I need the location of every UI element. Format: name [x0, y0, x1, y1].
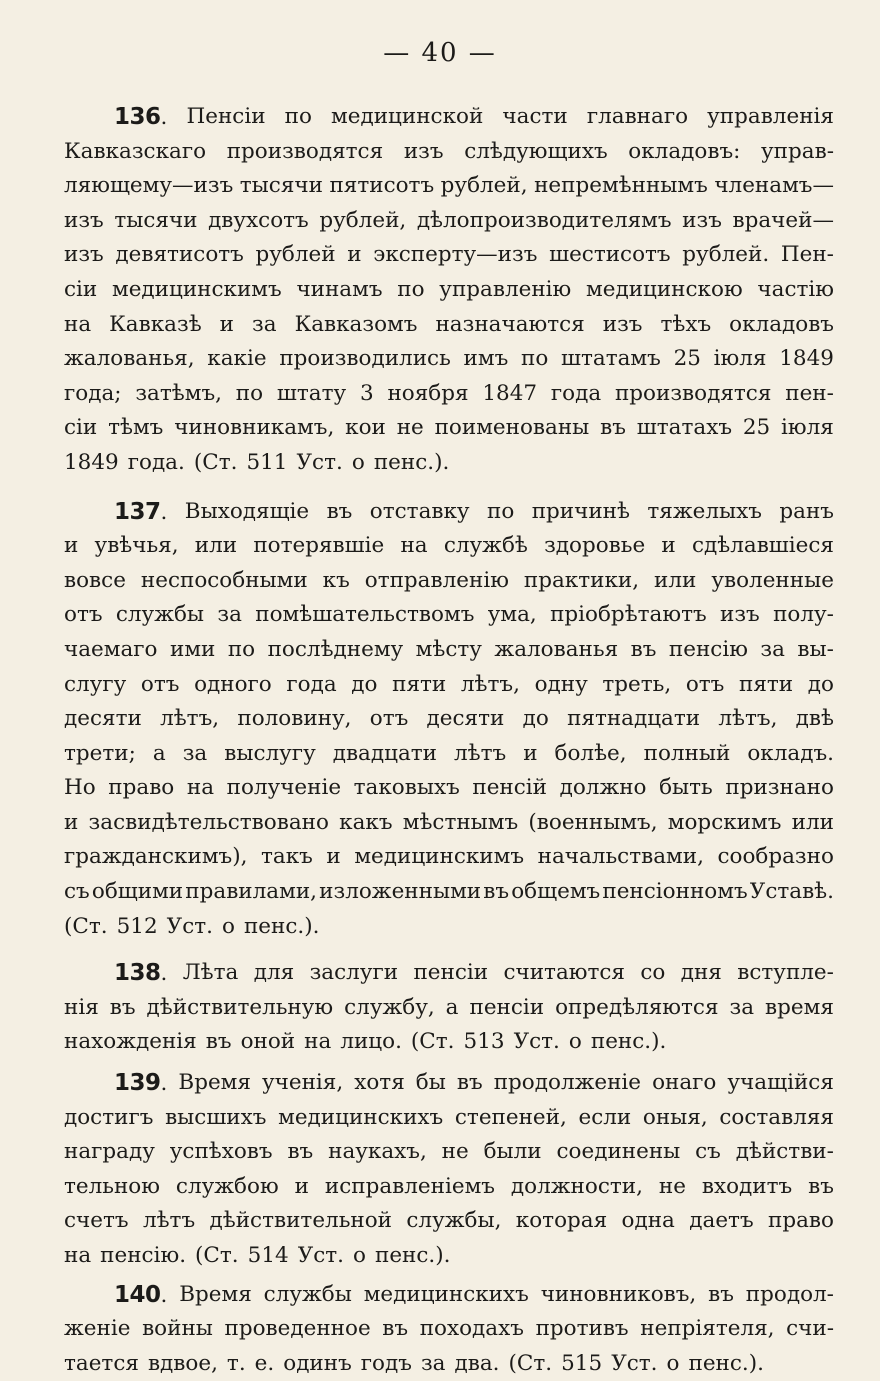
paragraph-number: 137	[114, 498, 161, 525]
text-line: сіи медицинскимъ чинамъ по управленію медицинскою частію	[64, 276, 834, 302]
text-line: Но право на полученіе таковыхъ пенсій должно быть признано	[64, 775, 834, 801]
page-body	[64, 100, 834, 1381]
text-line: тается вдвое, т. е. одинъ годъ за два. (Ст. 515 Уст. о пенс.).	[64, 1350, 764, 1376]
paragraph-first-line: 139. Время ученія, хотя бы въ продолженіе онаго учащійся	[64, 1066, 834, 1101]
text-line: и увѣчья, или потерявшіе на службѣ здоровье и сдѣлавшіеся	[64, 533, 834, 559]
paragraph-number-dot: .	[160, 499, 168, 525]
paragraph-number: 138	[114, 960, 161, 987]
paragraph-first-line: 137. Выходящіе въ отставку по причинѣ тяжелыхъ ранъ	[64, 495, 834, 530]
paragraph-label	[114, 495, 167, 530]
text-line: тельною службою и исправленіемъ должности, не входитъ въ	[64, 1173, 834, 1199]
text-line: (Ст. 512 Уст. о пенс.).	[64, 913, 320, 939]
text-line: нія въ дѣйствительную службу, а пенсіи опредѣляются за время	[64, 994, 834, 1020]
paragraph-number: 140	[114, 1281, 161, 1308]
paragraph-139	[64, 1066, 834, 1274]
text-line: на пенсію. (Ст. 514 Уст. о пенс.).	[64, 1243, 451, 1268]
text-line: десяти лѣтъ, половину, отъ десяти до пятнадцати лѣтъ, двѣ	[64, 706, 834, 732]
text-line: счетъ лѣтъ дѣйствительной службы, которая одна даетъ право	[64, 1208, 834, 1234]
text-line: награду успѣховъ въ наукахъ, не были соединены съ дѣйстви-	[64, 1139, 834, 1165]
paragraph-136	[64, 100, 834, 481]
text-line: жалованья, какіе производились имъ по штатамъ 25 іюля 1849	[64, 346, 834, 372]
paragraph-label	[114, 956, 167, 991]
text-line: чаемаго ими по послѣднему мѣсту жалованья въ пенсію за вы-	[64, 636, 834, 662]
paragraph-number-dot: .	[160, 105, 168, 130]
text-line: года; затѣмъ, по штату 3 ноября 1847 года производятся пен-	[64, 380, 834, 406]
text-line: гражданскимъ), такъ и медицинскимъ начальствами, сообразно	[64, 844, 834, 870]
paragraph-label	[114, 100, 167, 135]
paragraph-number: 136	[114, 104, 161, 130]
text-line: ляющему—изъ тысячи пятисотъ рублей, непремѣннымъ членамъ—	[64, 173, 834, 199]
paragraph-number-dot: .	[160, 1282, 168, 1308]
text-line: и засвидѣтельствовано какъ мѣстнымъ (военнымъ, морскимъ или	[64, 809, 834, 835]
text-line: вовсе неспособными къ отправленію практики, или уволенные	[64, 567, 834, 593]
text-line: изъ тысячи двухсотъ рублей, дѣлопроизводителямъ изъ врачей—	[64, 207, 834, 233]
text-line: достигъ высшихъ медицинскихъ степеней, если оныя, составляя	[64, 1104, 834, 1130]
paragraph-number-dot: .	[160, 1071, 168, 1097]
text-line: нахожденія въ оной на лицо. (Ст. 513 Уст. о пенс.).	[64, 1029, 667, 1055]
text-line: женіе войны проведенное въ походахъ противъ непріятеля, счи-	[64, 1316, 834, 1342]
paragraph-140	[64, 1278, 834, 1381]
paragraph-number: 139	[114, 1070, 161, 1097]
text-line: отъ службы за помѣшательствомъ ума, пріобрѣтаютъ изъ полу-	[64, 602, 834, 628]
paragraph-first-line: 140. Время службы медицинскихъ чиновниковъ, въ продол-	[64, 1278, 834, 1313]
page-number: — 40 —	[383, 38, 497, 68]
paragraph-label	[114, 1278, 167, 1313]
paragraph-number-dot: .	[160, 961, 168, 987]
paragraph-137	[64, 495, 834, 945]
paragraph-first-line: 136. Пенсіи по медицинской части главнаго управленія	[64, 100, 834, 135]
paragraph-first-line: 138. Лѣта для заслуги пенсіи считаются со дня вступле-	[64, 956, 834, 991]
text-line: изъ девятисотъ рублей и эксперту—изъ шестисотъ рублей. Пен-	[64, 242, 834, 268]
paragraph-138	[64, 956, 834, 1060]
text-line: съ общими правилами, изложенными въ общемъ пенсіонномъ Уставѣ.	[64, 879, 834, 905]
text-line: 1849 года. (Ст. 511 Уст. о пенс.).	[64, 449, 450, 475]
text-line: на Кавказѣ и за Кавказомъ назначаются изъ тѣхъ окладовъ	[64, 311, 834, 337]
text-line: сіи тѣмъ чиновникамъ, кои не поименованы въ штатахъ 25 іюля	[64, 415, 834, 441]
paragraph-label	[114, 1066, 167, 1101]
text-line: трети; а за выслугу двадцати лѣтъ и болѣе, полный окладъ.	[64, 740, 834, 766]
text-line: слугу отъ одного года до пяти лѣтъ, одну треть, отъ пяти до	[64, 671, 834, 697]
text-line: Кавказскаго производятся изъ слѣдующихъ окладовъ: управ-	[64, 138, 834, 164]
